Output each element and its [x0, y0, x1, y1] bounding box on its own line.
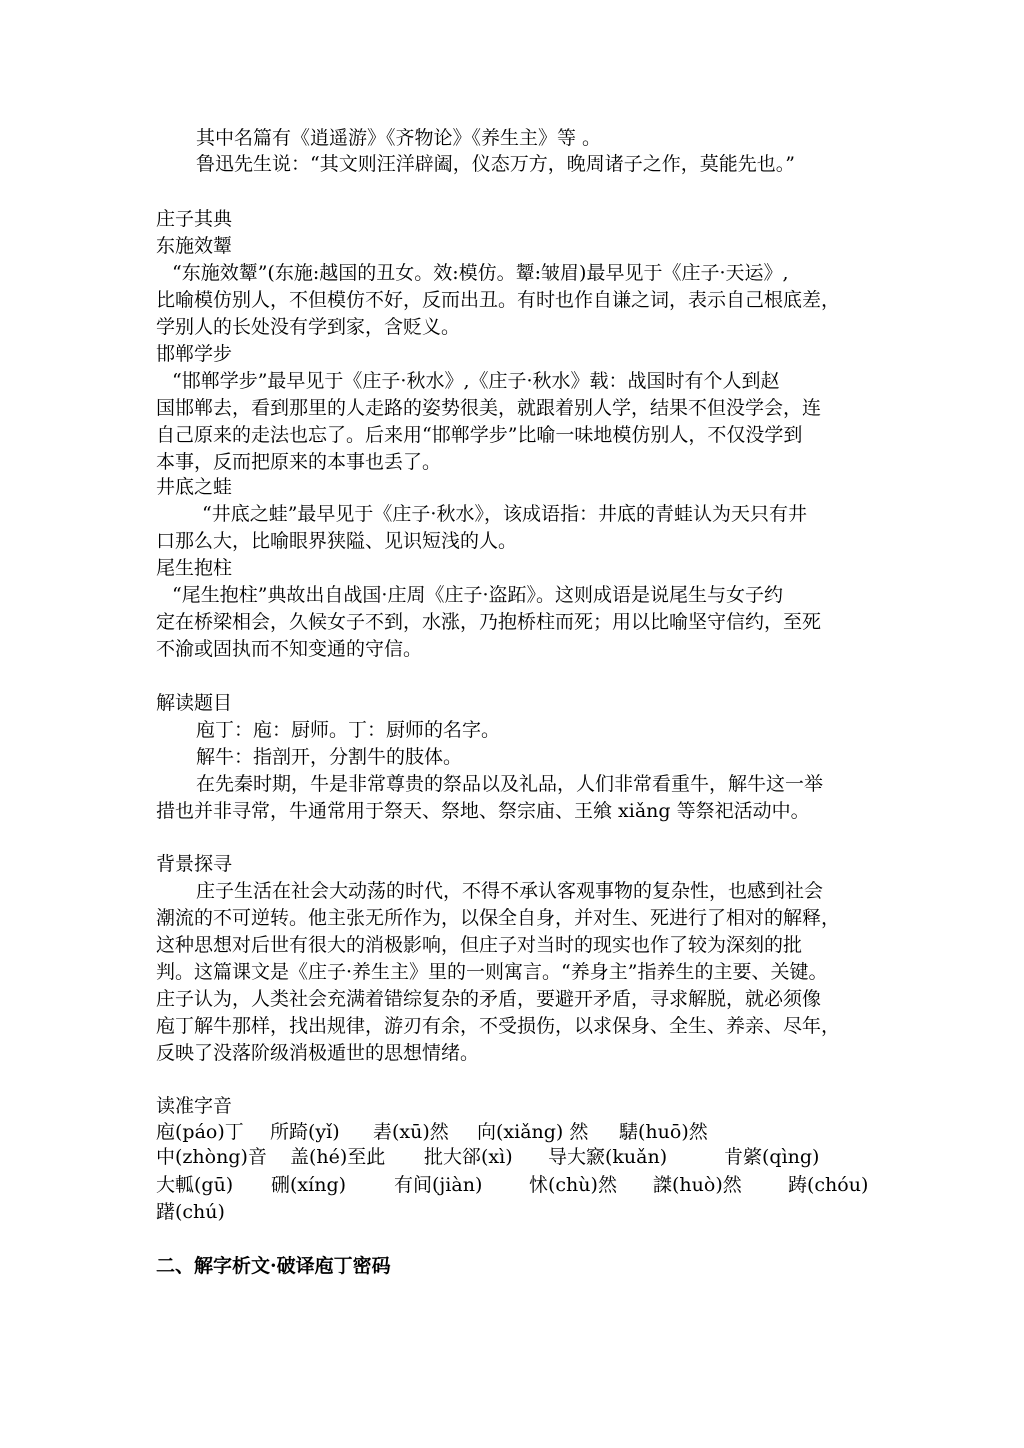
idiom-text-line: 不渝或固执而不知变通的守信。 [156, 638, 423, 660]
background-line: 反映了没落阶级消极遁世的思想情绪。 [156, 1042, 480, 1064]
pronunciation-item: 硎(xíng) [271, 1174, 347, 1196]
intro-luxun-quote: 鲁迅先生说：“其文则汪洋辟阖，仪态万方，晚周诸子之作，莫能先也。” [196, 153, 795, 175]
pronunciation-item: 肯綮(qìng) [724, 1146, 820, 1168]
pronunciation-item: 砉(xū)然 [373, 1121, 449, 1143]
idiom-title: 尾生抱柱 [156, 557, 233, 579]
pronunciation-item: 批大郤(xì) [424, 1146, 513, 1168]
idiom-text-line: “邯郸学步”最早见于《庄子·秋水》,《庄子·秋水》载：战国时有个人到赵 [172, 370, 780, 392]
section-heading-title-explain: 解读题目 [156, 692, 233, 714]
section-heading-idioms: 庄子其典 [156, 208, 233, 230]
background-line: 庄子认为，人类社会充满着错综复杂的矛盾，要避开矛盾，寻求解脱，就必须像 [156, 988, 822, 1010]
idiom-title: 井底之蛙 [156, 476, 233, 498]
section-heading-pronunciation: 读准字音 [156, 1095, 233, 1117]
explain-line: 在先秦时期，牛是非常尊贵的祭品以及礼品，人们非常看重牛，解牛这一举 [196, 773, 824, 795]
background-line: 潮流的不可逆转。他主张无所作为，以保全自身，并对生、死进行了相对的解释， [156, 907, 841, 929]
intro-famous-chapters: 其中名篇有《逍遥游》《齐物论》《养生主》等 。 [196, 127, 602, 149]
pronunciation-item: 踌(chóu) [788, 1174, 869, 1196]
pronunciation-item: 所踦(yǐ) [270, 1121, 340, 1143]
pronunciation-item: 盖(hé)至此 [290, 1146, 386, 1168]
idiom-text-line: “尾生抱柱”典故出自战国·庄周《庄子·盗跖》。这则成语是说尾生与女子约 [172, 584, 784, 606]
section-heading-part-two: 二、解字析文·破译庖丁密码 [156, 1255, 391, 1277]
pronunciation-item: 謋(huò)然 [653, 1174, 742, 1196]
explain-line: 庖丁：庖：厨师。丁：厨师的名字。 [196, 719, 501, 741]
explain-line: 措也并非寻常，牛通常用于祭天、祭地、祭宗庙、王飨 xiǎng 等祭祀活动中。 [156, 800, 810, 822]
pronunciation-item: 导大窾(kuǎn) [548, 1146, 668, 1168]
section-heading-background: 背景探寻 [156, 853, 233, 875]
pronunciation-item: 騞(huō)然 [619, 1121, 708, 1143]
pronunciation-item: 向(xiǎng) 然 [477, 1121, 589, 1143]
pronunciation-item: 躇(chú) [156, 1201, 225, 1223]
idiom-text-line: “东施效颦”(东施:越国的丑女。效:模仿。颦:皱眉)最早见于《庄子·天运》, [172, 262, 789, 284]
idiom-text-line: 口那么大，比喻眼界狭隘、见识短浅的人。 [156, 530, 518, 552]
background-line: 庄子生活在社会大动荡的时代，不得不承认客观事物的复杂性，也感到社会 [196, 880, 824, 902]
idiom-text-line: 自己原来的走法也忘了。后来用“邯郸学步”比喻一味地模仿别人，不仅没学到 [156, 424, 803, 446]
idiom-text-line: 定在桥梁相会，久候女子不到，水涨，乃抱桥柱而死；用以比喻坚守信约，至死 [156, 611, 822, 633]
pronunciation-item: 大軱(gū) [156, 1174, 234, 1196]
pronunciation-item: 有间(jiàn) [394, 1174, 483, 1196]
pronunciation-item: 中(zhòng)音 [156, 1146, 267, 1168]
idiom-title: 邯郸学步 [156, 343, 233, 365]
idiom-text-line: 学别人的长处没有学到家，含贬义。 [156, 316, 461, 338]
idiom-text-line: 本事，反而把原来的本事也丢了。 [156, 451, 442, 473]
explain-line: 解牛：指剖开，分割牛的肢体。 [196, 746, 463, 768]
idiom-title: 东施效颦 [156, 235, 233, 257]
idiom-text-line: 比喻模仿别人，不但模仿不好，反而出丑。有时也作自谦之词，表示自己根底差， [156, 289, 841, 311]
background-line: 庖丁解牛那样，找出规律，游刃有余，不受损伤，以求保身、全生、养亲、尽年， [156, 1015, 841, 1037]
idiom-text-line: 国邯郸去，看到那里的人走路的姿势很美，就跟着别人学，结果不但没学会，连 [156, 397, 822, 419]
pronunciation-item: 怵(chù)然 [529, 1174, 617, 1196]
pronunciation-item: 庖(páo)丁 [156, 1121, 244, 1143]
background-line: 这种思想对后世有很大的消极影响，但庄子对当时的现实也作了较为深刻的批 [156, 934, 803, 956]
background-line: 判。这篇课文是《庄子·养生主》里的一则寓言。“养身主”指养生的主要、关键。 [156, 961, 828, 983]
idiom-text-line: “井底之蛙”最早见于《庄子·秋水》，该成语指：井底的青蛙认为天只有井 [202, 503, 807, 525]
